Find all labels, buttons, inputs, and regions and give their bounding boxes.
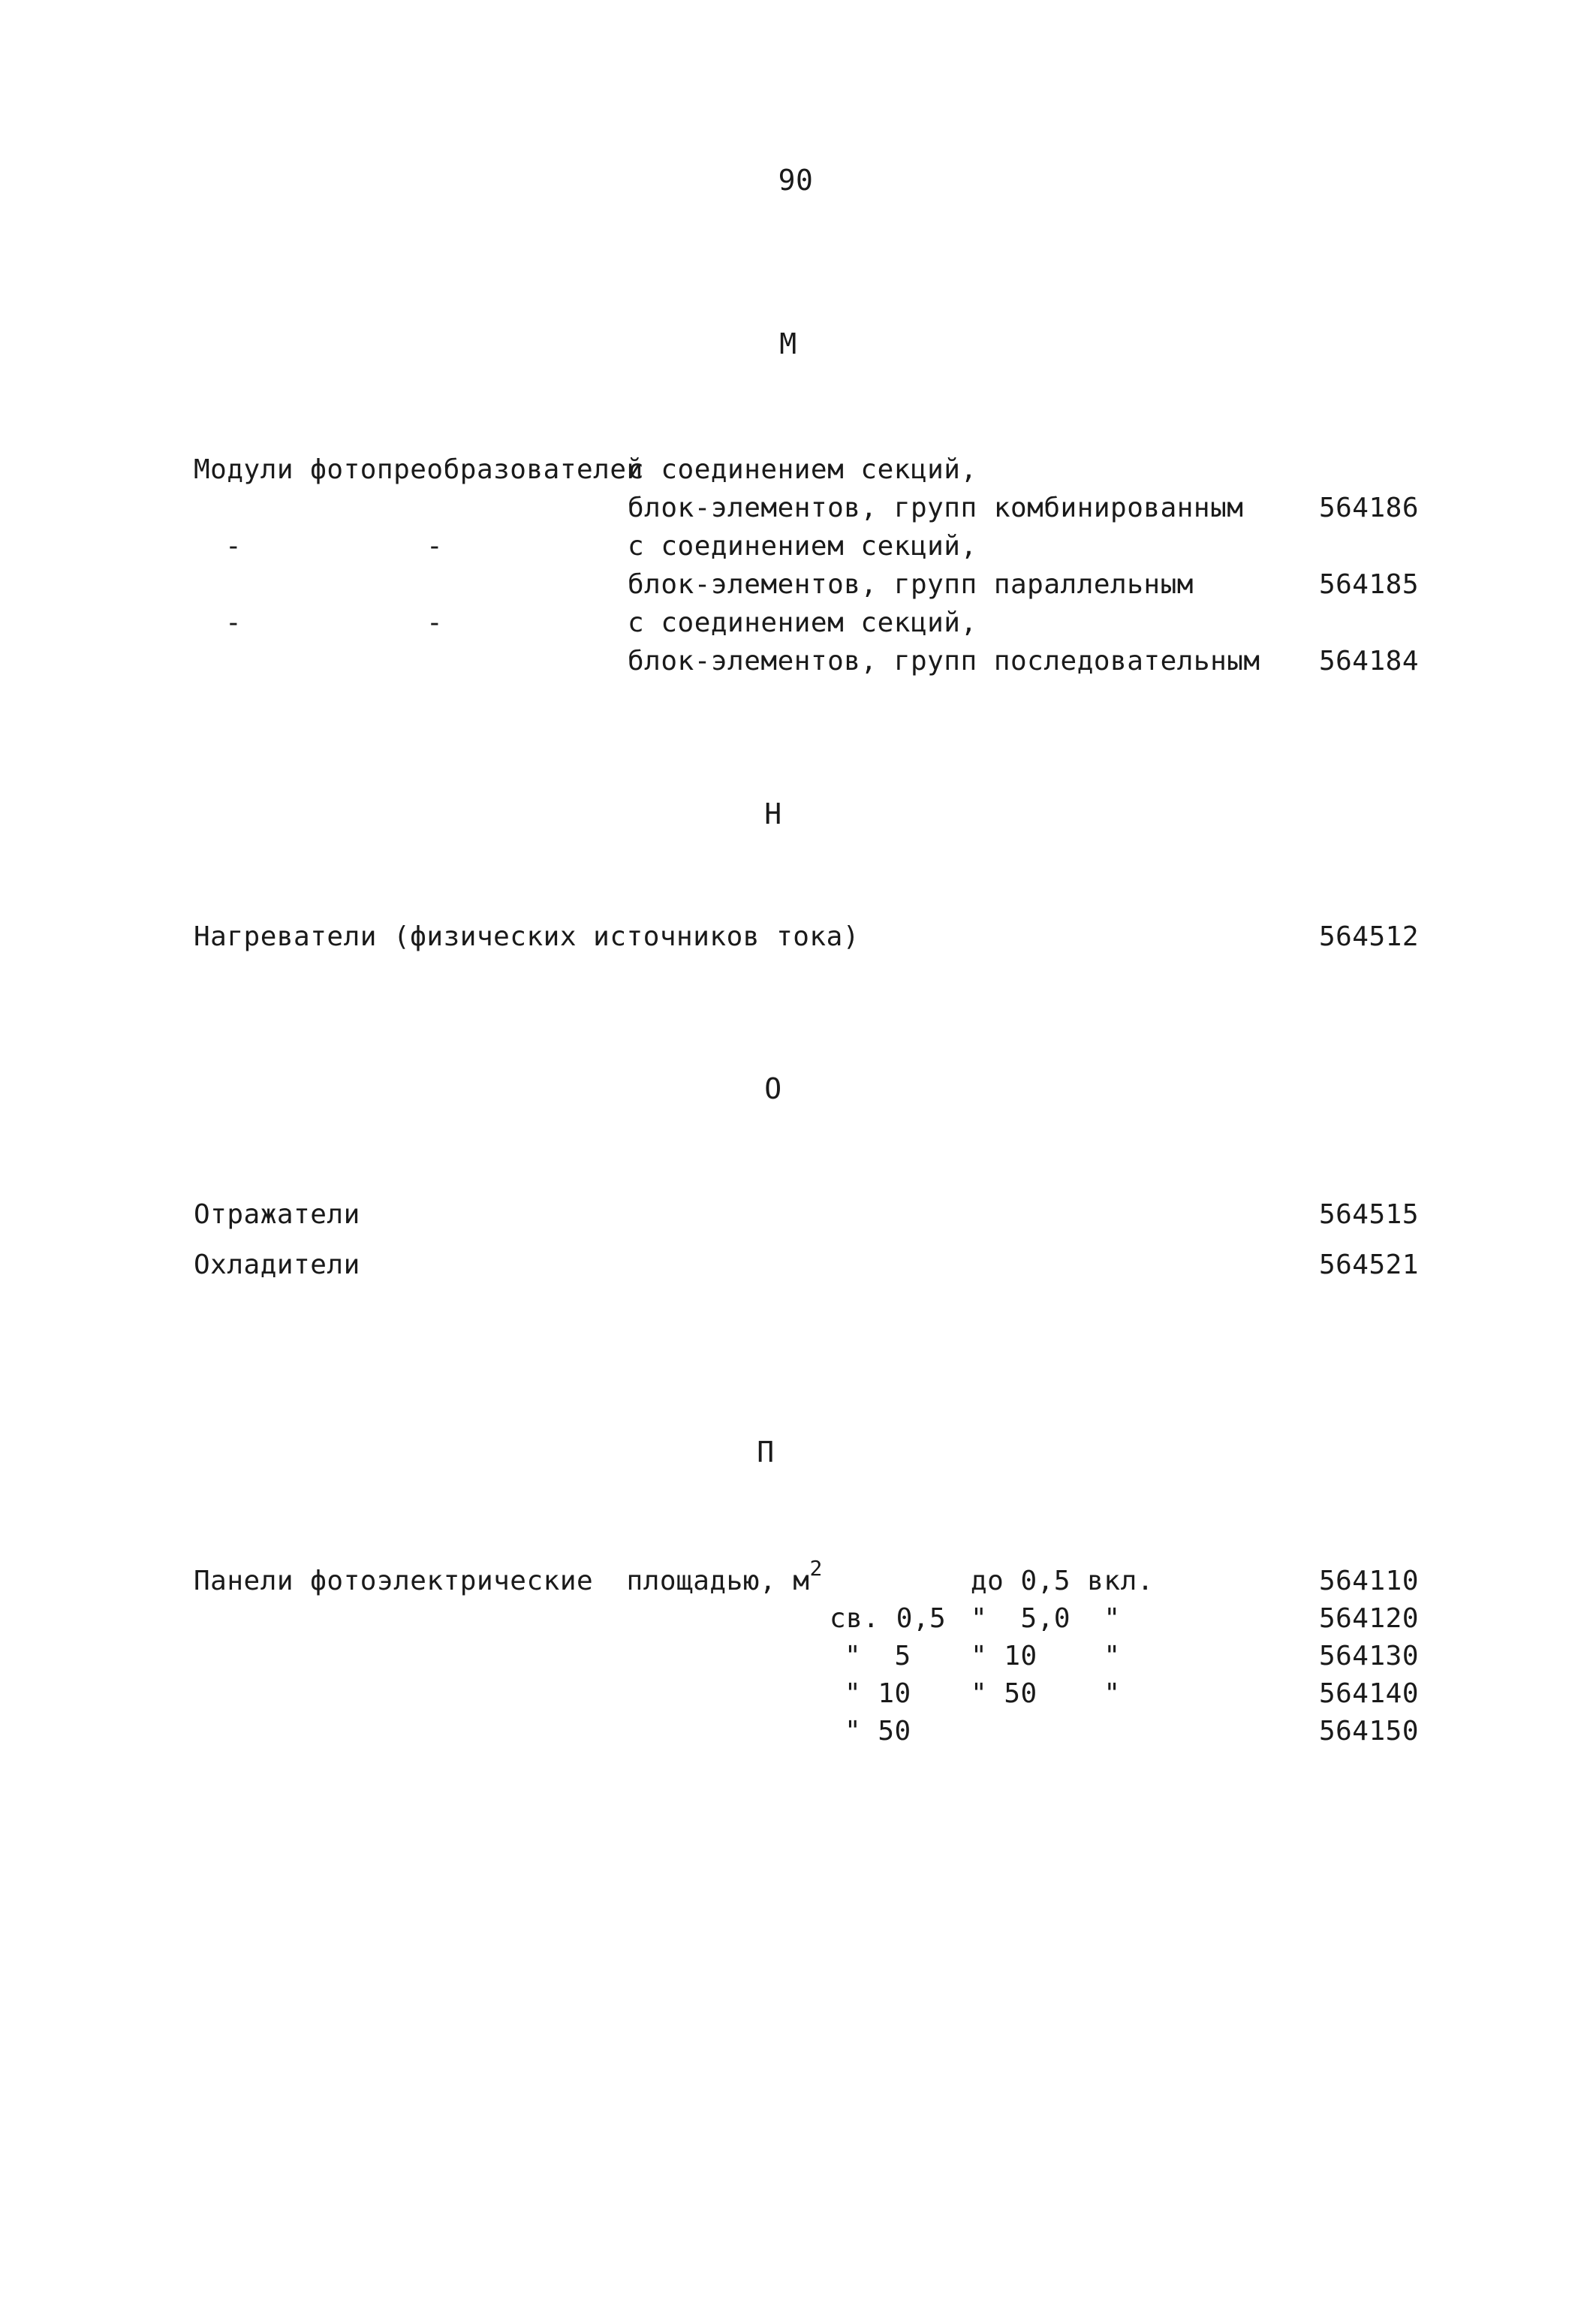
entry-code: 564120 <box>1318 1603 1419 1634</box>
entry-code: 564515 <box>1318 1199 1419 1230</box>
entry-label-text: Панели фотоэлектрические площадью, м <box>194 1566 810 1596</box>
entry-text: блок-элементов, групп последовательным <box>628 646 1260 677</box>
entry-label: Охладители <box>194 1249 360 1280</box>
entry-code: 564185 <box>1318 569 1419 600</box>
range-to: " 10 " <box>971 1641 1121 1671</box>
range-from: св. 0,5 <box>830 1603 947 1634</box>
range-to: до 0,5 вкл. <box>971 1566 1154 1596</box>
range-from: " 50 <box>845 1716 911 1747</box>
range-from: " 5 <box>845 1641 911 1671</box>
range-from: " 10 <box>845 1678 911 1709</box>
entry-label <box>194 1556 823 1598</box>
section-letter-n: Н <box>764 797 782 830</box>
entry-label: Модули фотопреобразователей <box>194 454 643 485</box>
entry-code: 564140 <box>1318 1678 1419 1709</box>
section-letter-o: О <box>764 1072 782 1105</box>
entry-code: 564184 <box>1318 646 1419 677</box>
entry-text: блок-элементов, групп комбинированным <box>628 493 1244 523</box>
dash-mark: - <box>426 531 444 562</box>
dash-mark: - <box>225 607 242 638</box>
entry-code: 564150 <box>1318 1716 1419 1747</box>
entry-code: 564512 <box>1318 921 1419 952</box>
entry-label: Отражатели <box>194 1199 360 1230</box>
entry-text: с соединением секций, <box>628 454 977 485</box>
entry-code: 564186 <box>1318 493 1419 523</box>
dash-mark: - <box>426 607 444 638</box>
range-to: " 5,0 " <box>971 1603 1121 1634</box>
entry-text: с соединением секций, <box>628 607 977 638</box>
page-number: 90 <box>778 164 814 197</box>
section-letter-p: П <box>757 1436 775 1469</box>
entry-code: 564130 <box>1318 1641 1419 1671</box>
dash-mark: - <box>225 531 242 562</box>
unit-superscript: 2 <box>809 1556 823 1581</box>
entry-text: блок-элементов, групп параллельным <box>628 569 1194 600</box>
entry-code: 564521 <box>1318 1249 1419 1280</box>
entry-code: 564110 <box>1318 1566 1419 1596</box>
entry-text: с соединением секций, <box>628 531 977 562</box>
section-letter-m: М <box>779 327 797 360</box>
entry-label: Нагреватели (физических источников тока) <box>194 921 860 952</box>
range-to: " 50 " <box>971 1678 1121 1709</box>
